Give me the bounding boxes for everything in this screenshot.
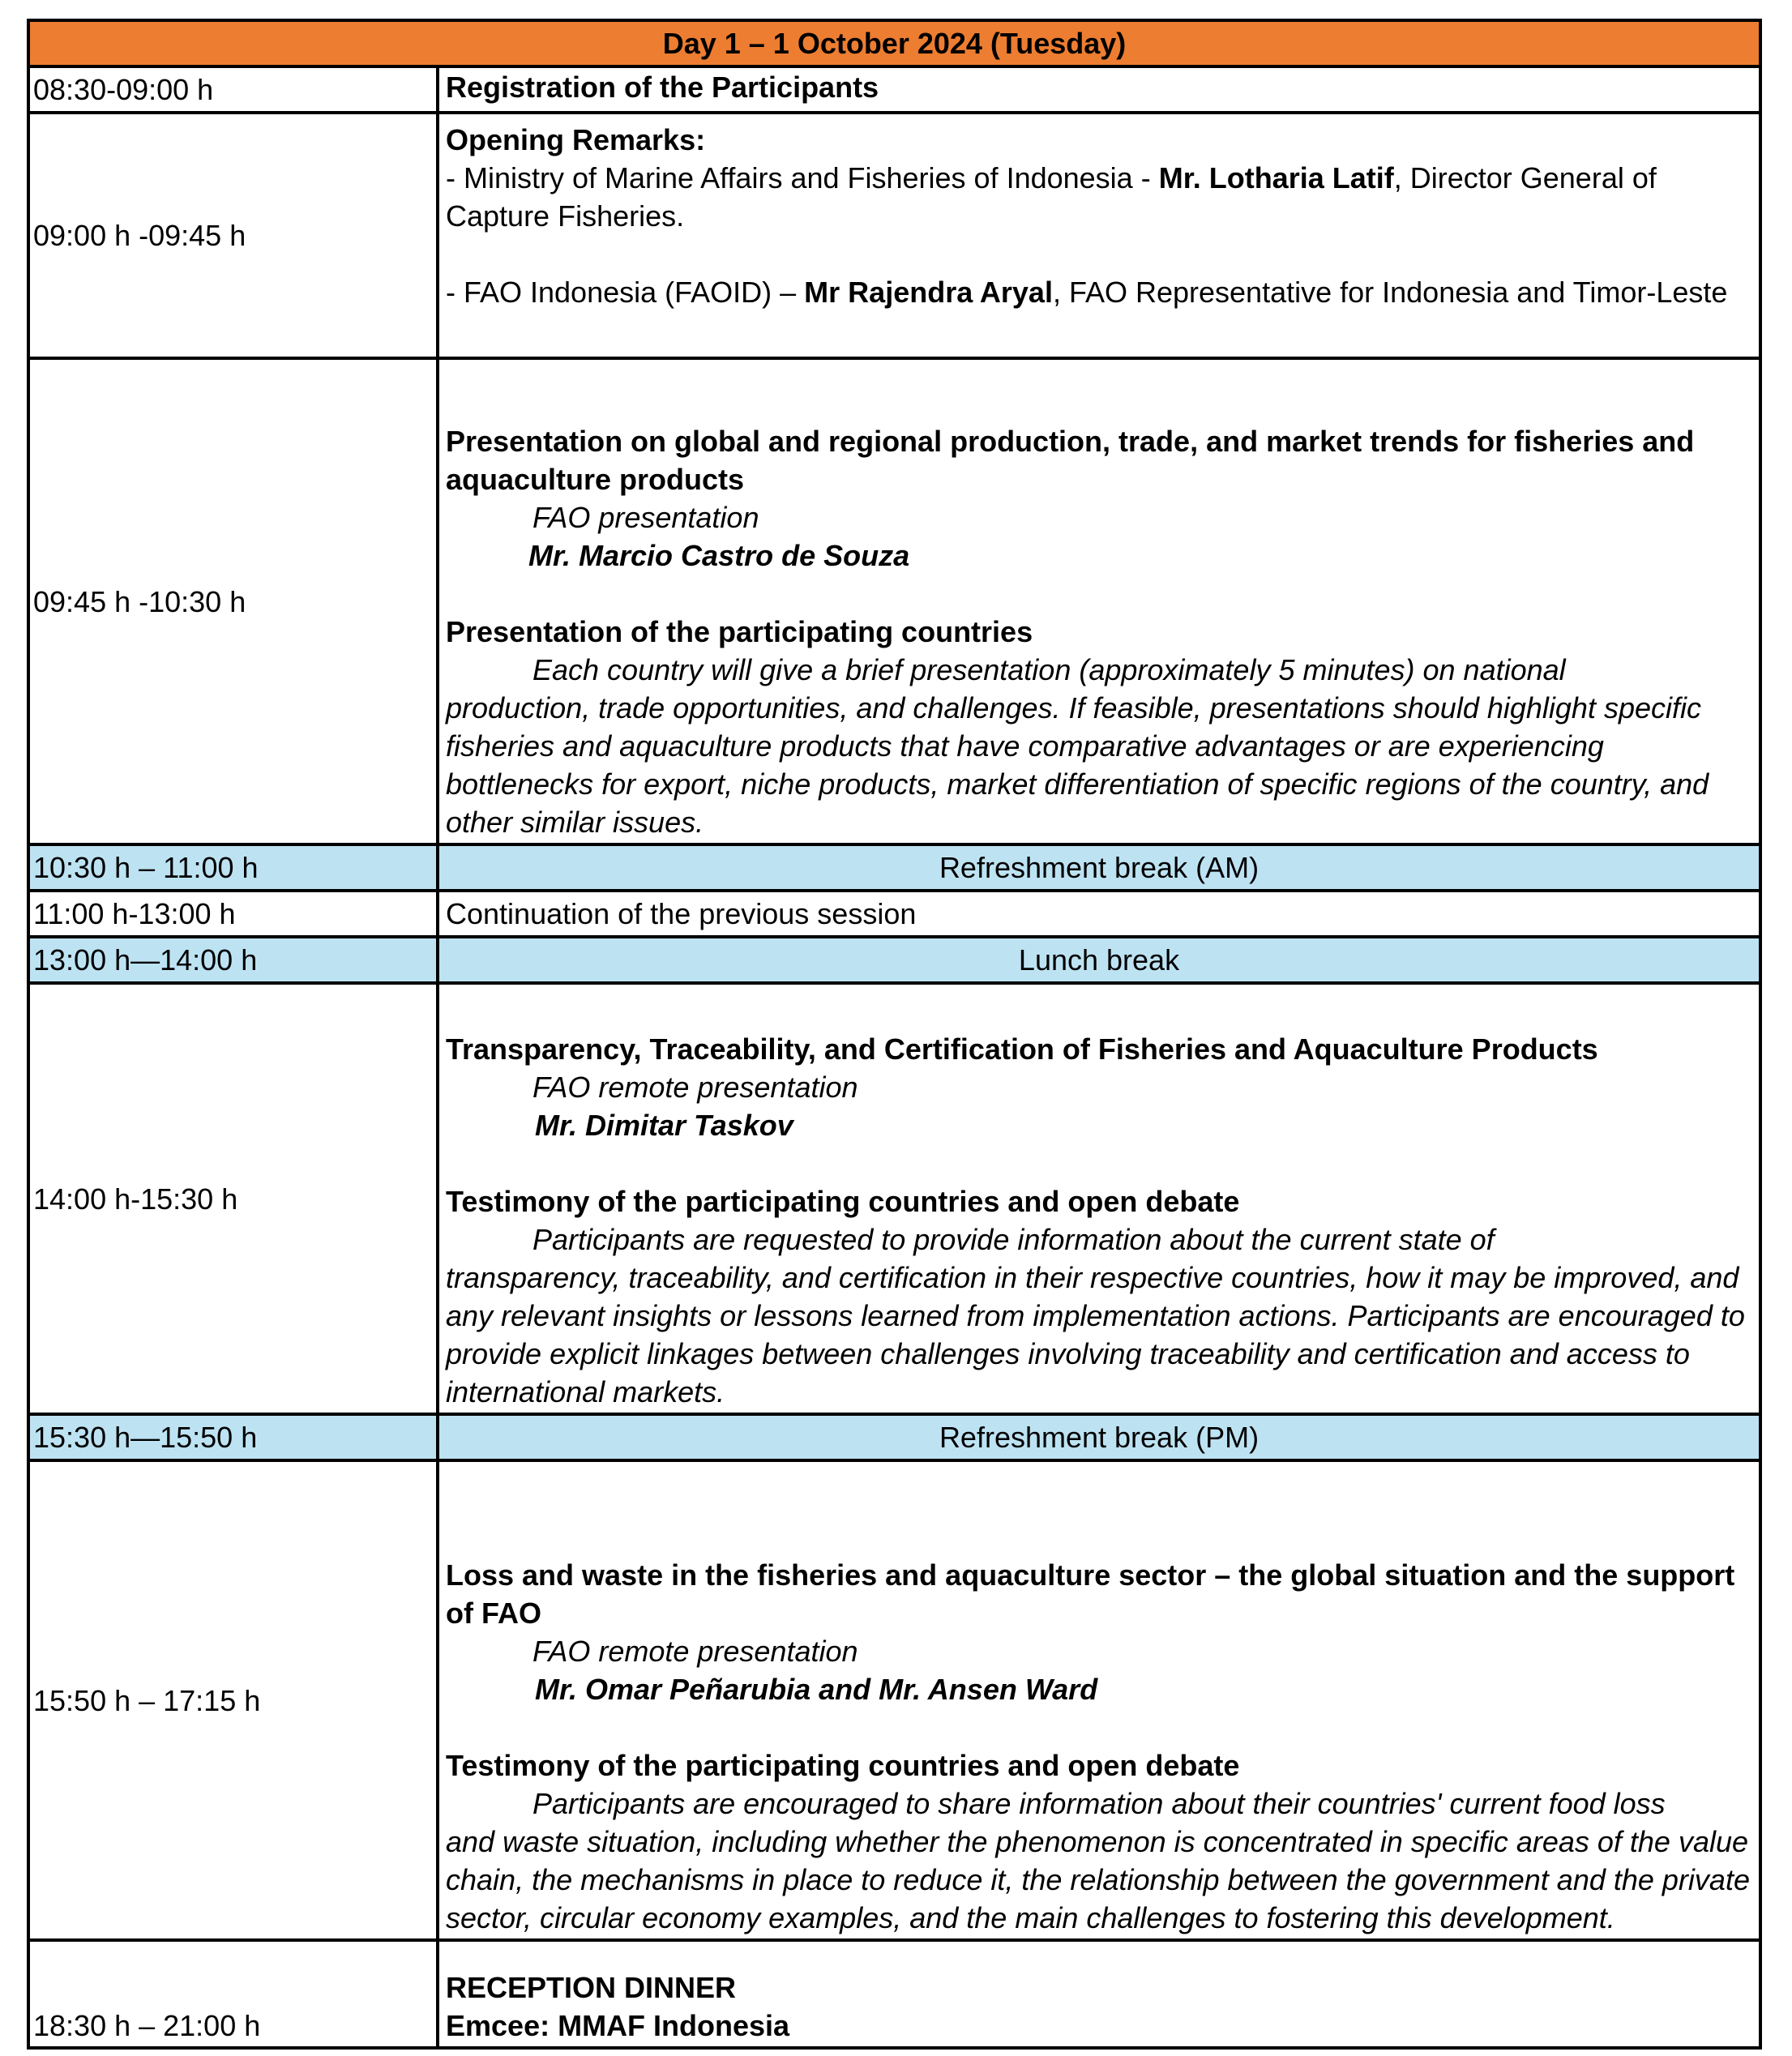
agenda-row (28, 113, 1760, 358)
break-label: Refreshment break (PM) (438, 1414, 1760, 1460)
session-subtitle: FAO remote presentation (532, 1071, 858, 1104)
emcee-line: Emcee: MMAF Indonesia (446, 2009, 790, 2042)
session-title: Transparency, Traceability, and Certification of Fisheries and Aquaculture Products (446, 1032, 1598, 1066)
session-subtitle: FAO remote presentation (532, 1635, 858, 1668)
break-row (28, 1414, 1760, 1460)
time-cell: 10:30 h – 11:00 h (28, 844, 438, 891)
break-label: Lunch break (438, 937, 1760, 983)
day-header-row (28, 20, 1760, 66)
speaker-role: , Director General of Capture Fisheries. (446, 161, 1657, 233)
speaker-name: Mr. Lotharia Latif (1158, 161, 1394, 194)
agenda-row (28, 358, 1760, 844)
break-label: Refreshment break (AM) (438, 844, 1760, 891)
session-title: Presentation of the participating countries (446, 615, 1033, 648)
session-cell (438, 66, 1760, 113)
speaker-line (446, 159, 1752, 235)
session-cell (438, 358, 1760, 844)
agenda-row (28, 983, 1760, 1414)
agenda-row (28, 66, 1760, 113)
session-title: Registration of the Participants (446, 71, 879, 104)
time-cell: 18:30 h – 21:00 h (28, 1940, 438, 2048)
session-title: Presentation on global and regional production, trade, and market trends for fisheries and aquaculture products (446, 425, 1695, 496)
presenter-name: Mr. Dimitar Taskov (535, 1109, 793, 1142)
break-row (28, 937, 1760, 983)
agenda-row (28, 1940, 1760, 2048)
session-cell (438, 1460, 1760, 1940)
speaker-org: - Ministry of Marine Affairs and Fisheries of Indonesia - (446, 161, 1159, 194)
session-cell (438, 1940, 1760, 2048)
session-description: transparency, traceability, and certification in their respective countries, how it may be improved, and any relevant insights or lessons learned from implementation actions. Participants are encouraged to provide explicit linkages between challenges involving traceability and certification and access to international markets. (446, 1261, 1745, 1408)
agenda-sheet (27, 19, 1759, 2050)
time-cell: 08:30-09:00 h (28, 66, 438, 113)
session-description-first: Each country will give a brief presentation (approximately 5 minutes) on national (532, 653, 1566, 686)
time-cell: 15:50 h – 17:15 h (28, 1460, 438, 1940)
session-description-first: Participants are encouraged to share information about their countries' current food loss (532, 1787, 1666, 1820)
session-cell (438, 113, 1760, 358)
agenda-row (28, 1460, 1760, 1940)
session-title: Opening Remarks: (446, 123, 706, 156)
agenda-table (27, 19, 1762, 2050)
time-cell: 09:45 h -10:30 h (28, 358, 438, 844)
session-cell (438, 891, 1760, 937)
session-description: production, trade opportunities, and challenges. If feasible, presentations should highlight specific fisheries and aquaculture products that have comparative advantages or are experiencing bottlenecks for export, niche products, market differentiation of specific regions of the country, and other similar issues. (446, 691, 1709, 839)
session-description-first: Participants are requested to provide information about the current state of (532, 1223, 1495, 1256)
time-cell: 13:00 h—14:00 h (28, 937, 438, 983)
speaker-line (446, 273, 1752, 311)
session-label: Continuation of the previous session (446, 897, 917, 930)
time-cell: 11:00 h-13:00 h (28, 891, 438, 937)
session-description: and waste situation, including whether the phenomenon is concentrated in specific areas of the value chain, the mechanisms in place to reduce it, the relationship between the government and the private sector, circular economy examples, and the main challenges to fostering this development. (446, 1825, 1750, 1934)
speaker-name: Mr Rajendra Aryal (804, 276, 1053, 309)
time-cell: 15:30 h—15:50 h (28, 1414, 438, 1460)
presenter-name: Mr. Marcio Castro de Souza (528, 539, 910, 572)
day-header: Day 1 – 1 October 2024 (Tuesday) (28, 20, 1760, 66)
break-row (28, 844, 1760, 891)
speaker-org: - FAO Indonesia (FAOID) – (446, 276, 805, 309)
session-title: Testimony of the participating countries and open debate (446, 1749, 1240, 1782)
session-title: Testimony of the participating countries and open debate (446, 1185, 1240, 1218)
time-cell: 14:00 h-15:30 h (28, 983, 438, 1414)
speaker-role: , FAO Representative for Indonesia and Timor-Leste (1052, 276, 1728, 309)
session-cell (438, 983, 1760, 1414)
session-subtitle: FAO presentation (532, 501, 759, 534)
session-title: Loss and waste in the fisheries and aquaculture sector – the global situation and the support of FAO (446, 1558, 1735, 1630)
presenter-name: Mr. Omar Peñarubia and Mr. Ansen Ward (535, 1673, 1098, 1706)
session-title: RECEPTION DINNER (446, 1971, 737, 2004)
time-cell: 09:00 h -09:45 h (28, 113, 438, 358)
agenda-row (28, 891, 1760, 937)
